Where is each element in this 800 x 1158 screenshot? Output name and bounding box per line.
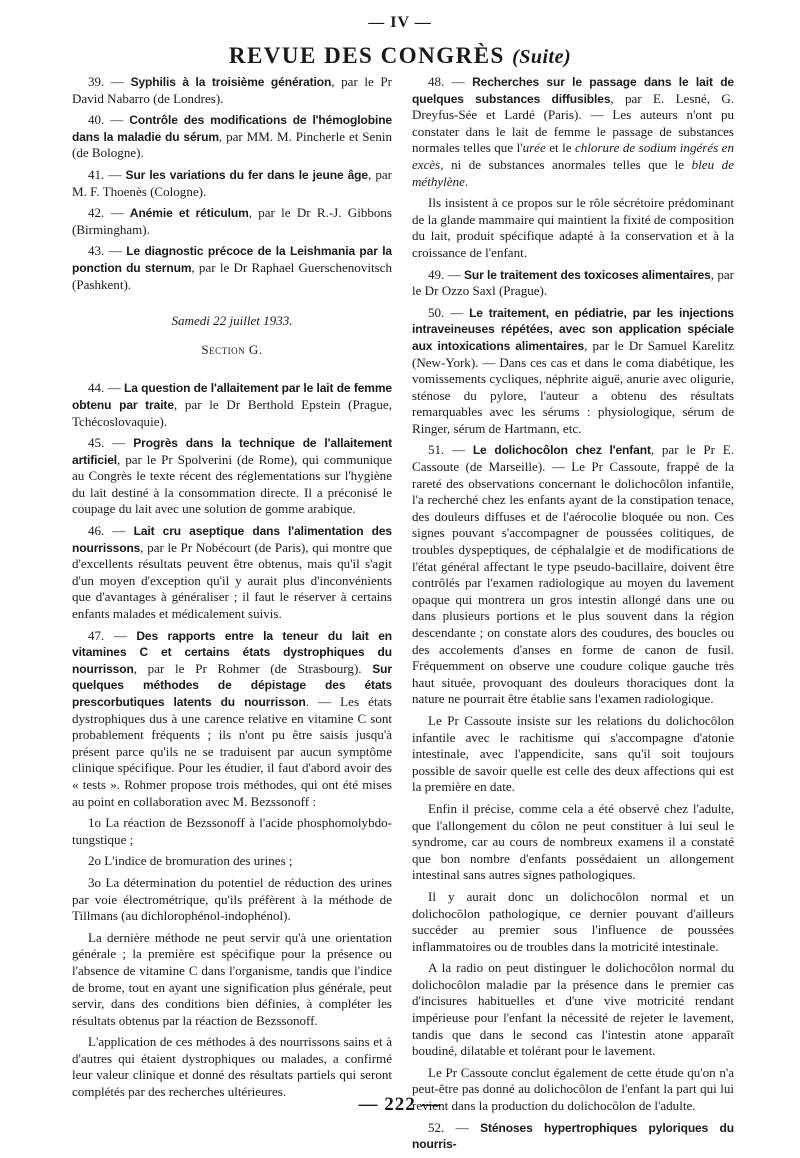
entry-title: Le traitement, en pédiatrie, par les injections intraveineuses répétées, avec son application spéciale aux intoxications alimentaires [412, 305, 735, 353]
entry-title: Progrès dans la technique de l'allaitement artificiel [72, 436, 392, 467]
entry-title: Sur le traitement des toxicoses alimentaires [464, 267, 711, 282]
paragraph: L'application de ces méthodes à des nourrissons sains et à d'autres qui étaient dystrophiques ou malades, a confirmé leur valeur clinique et donné des résultats partiels qui seront complétés par des recherches ultérieures. [72, 1034, 392, 1100]
entry-title: Le dolichocôlon chez l'enfant [472, 443, 651, 458]
entry-title: Lait cru aseptique dans l'alimentation des nourrissons [72, 524, 392, 555]
entry-50: 50. — Le traitement, en pédiatrie, par les injections intraveineuses répétées, avec son application spéciale aux intoxications alimentaires, par le Dr Samuel Karelitz (New-York). — Dans ces cas et dans le coma diabétique, les vomissements cycliques, néphrite aiguë, anurie avec oligurie, sténose du pylore, l'auteur a obtenu des résultats remarquables avec les sérums : physiologique, sérum de Ringer, sérum de Hartmann, etc. [412, 304, 735, 436]
entry-52: 52. — Sténoses hypertrophiques pyloriques du nourris- [412, 1119, 735, 1152]
entry-title: Sur les variations du fer dans le jeune âge [125, 167, 368, 182]
entry-40: 40. — Contrôle des modifications de l'hémoglobine dans la maladie du sérum, par MM. M. Pincherle et Senin (de Bologne). [72, 112, 392, 161]
entry-title: Sténoses hypertrophiques pyloriques du nourris- [412, 1120, 735, 1152]
entry-title: Contrôle des modifications de l'hémoglobine dans la maladie du sérum [72, 113, 392, 144]
entry-title: Des rapports entre la teneur du lait en vitamines C et certains états dystrophiques du nourrisson [72, 628, 393, 676]
entry-46: 46. — Lait cru aseptique dans l'alimentation des nourrissons, par le Pr Nobécourt (de Paris), qui montre que d'excellents résultats peuvent être obtenus, mais qu'il s'agit d'un moyen d'exception qu'il y aurait plus d'inconvénients que d'avantages à généraliser ; il faut le réserver à certains enfants malades et médicalement suivis. [72, 523, 392, 622]
entry-45: 45. — Progrès dans la technique de l'allaitement artificiel, par le Pr Spolverini (de Rome), qui communique au Congrès le texte récent des réglementations sur l'hygiène du lait destiné à la consommation directe. Il a préconisé le coupage du lait avec une solution de gomme arabique. [72, 435, 392, 517]
entry-43: 43. — Le diagnostic précoce de la Leishmania par la ponction du sternum, par le Dr Raphael Guerschenovitsch (Pashkent). [72, 243, 393, 292]
paragraph: Enfin il précise, comme cela a été observé chez l'adulte, que l'allongement du côlon ne peut constituer à lui seul le syndrome, car au cours de nombreux examens il a constaté que bon nombre d'enfants possédaient un allongement intestinal sans autres signes pathologiques. [412, 800, 734, 883]
left-column [72, 74, 392, 1106]
entry-title: Anémie et réticulum [129, 206, 249, 221]
entry-48: 48. — Recherches sur le passage dans le lait de quelques substances diffusibles, par E. Lesné, G. Dreyfus-Sée et Lardé (Paris). — Les auteurs n'ont pu constater dans le lait de femme le passage de substances normales telles que l'urée et le chlorure de sodium ingérés en excès, ni de substances anormales telles que le bleu de méthylène. [412, 74, 734, 189]
paragraph: La dernière méthode ne peut servir qu'à une orientation générale ; la première est spécifique pour la présence ou l'absence de vitamine C dans l'organisme, tandis que l'indice de brome, tout en ayant une signification plus générale, peut servir, dans des conditions bien définies, à compléter les résultats obtenus par la réaction de Bezssonoff. [72, 929, 392, 1028]
session-date: Samedi 22 juillet 1933. [171, 313, 293, 329]
paragraph: Le Pr Cassoute insiste sur les relations du dolichocôlon infantile avec le rachitisme qui s'accompagne d'atonie intestinale, avec l'appendicite, sans qu'il soit toujours possible de savoir quelle est celle des deux affections qui est la première en date. [412, 712, 734, 795]
right-column [412, 74, 734, 1158]
paragraph: Ils insistent à ce propos sur le rôle sécrétoire prédominant de la glande mammaire qui maintient la fixité de composition du lait, produit spécifique adapté à la conservation et à la croissance de l'enfant. [412, 195, 734, 260]
method-2: 2o L'indice de bromuration des urines ; [88, 853, 293, 869]
entry-49: 49. — Sur le traitement des toxicoses alimentaires, par le Dr Ozzo Saxl (Prague). [412, 266, 735, 299]
method-3: 3o La détermination du potentiel de réduction des urines par voie électrométrique, qu'ils préfèrent à la méthode de Tillmans (au dichlorophénol-indophénol). [72, 874, 392, 924]
page-number: — 222 — [358, 1094, 442, 1115]
entry-title: Le diagnostic précoce de la Leishmania par la ponction du sternum [72, 244, 393, 275]
title-suffix: (Suite) [512, 46, 572, 68]
entry-51: 51. — Le dolichocôlon chez l'enfant, par le Pr E. Cassoute (de Marseille). — Le Pr Cassoute, frappé de la rareté des observations concernant le dolichocôlon infantile, l'a recherché chez les enfants ayant de la constipation tenace, des douleurs diffuses et de l'aérocolie bloquée ou non. Ces signes pouvant s'accompagner de poussées colitiques, de troubles dyspeptiques, de céphalalgie et de modifications de l'état général affectant le type pseudo-bacillaire, doivent être contrôlés par l'examen radiologique au moyen du lavement opaque qui montrera un gros intestin allongé dans une ou dans plusieurs portions et le plus souvent dans la région descendante ; on constate alors des coudures, des boucles ou des accolements d'anses en forme de canon de fusil. Fréquemment on observe une coudure colique gauche très haut située, provoquant des douleurs thoraciques dont la nature ne pourrait être établie sans l'examen radiologique. [412, 442, 734, 707]
entry-44: 44. — La question de l'allaitement par le lait de femme obtenu par traite, par le Dr Berthold Epstein (Prague, Tchécoslovaquie). [72, 380, 392, 429]
paragraph: Le Pr Cassoute conclut également de cette étude qu'on n'a peut-être pas donné au dolichocôlon de l'enfant la part qui lui revient dans la production du dolichocôlon de l'adulte. [412, 1064, 734, 1114]
paragraph: Il y aurait donc un dolichocôlon normal et un dolichocôlon pathologique, ce dernier pouvant d'ailleurs succéder au premier sous l'influence de poussées inflammatoires ou de troubles dans la motricité intestinale. [412, 888, 734, 954]
journal-title: REVUE DES CONGRÈS [228, 43, 505, 68]
entry-42: 42. — Anémie et réticulum, par le Dr R.-J. Gibbons (Birmingham). [72, 205, 392, 237]
running-header [0, 43, 800, 69]
entry-41: 41. — Sur les variations du fer dans le jeune âge, par M. F. Thoenès (Cologne). [72, 166, 392, 199]
section-heading: Section G. [201, 341, 263, 357]
entry-title: Recherches sur le passage dans le lait de quelques substances diffusibles [412, 75, 734, 106]
entry-47: 47. — Des rapports entre la teneur du lait en vitamines C et certains états dystrophiques du nourrisson, par le Pr Rohmer (de Strasbourg). Sur quelques méthodes de dépistage des états prescorbutiques latents du nourrisson. — Les états dystrophiques dus à une carence relative en vitamine C sont probablement fréquents ; ils n'ont pu être saisis jusqu'à présent parce qu'ils ne se traduisent par aucun symptôme clinique spécifique. Pour les étudier, il faut d'abord avoir des « tests ». Rohmer propose trois méthodes, qui ont été mises au point en collaboration avec M. Bezssonoff : [72, 627, 393, 809]
entry-39: 39. — Syphilis à la troisième génération, par le Pr David Nabarro (de Londres). [72, 74, 392, 106]
entry-title: La question de l'allaitement par le lait de femme obtenu par traite [72, 381, 392, 412]
entry-subtitle: Sur quelques méthodes de dépistage des états prescorbutiques latents du nourrisson [72, 661, 392, 709]
entry-title: Syphilis à la troisième génération [130, 75, 332, 89]
roman-page-number: — IV — [368, 14, 432, 31]
paragraph: A la radio on peut distinguer le dolichocôlon normal du dolichocôlon maladie par la présence dans le premier cas d'incisures habituelles et d'une vive motricité rendant impérieuse pour l'enfant la nécessité de rejeter le lavement, tandis que dans le second cas l'intestin atone apparaît boudiné, dilatable et tolérant pour le lavement. [412, 960, 734, 1059]
method-1: 1o La réaction de Bezssonoff à l'acide phosphomolybdo-tungstique ; [72, 815, 392, 847]
